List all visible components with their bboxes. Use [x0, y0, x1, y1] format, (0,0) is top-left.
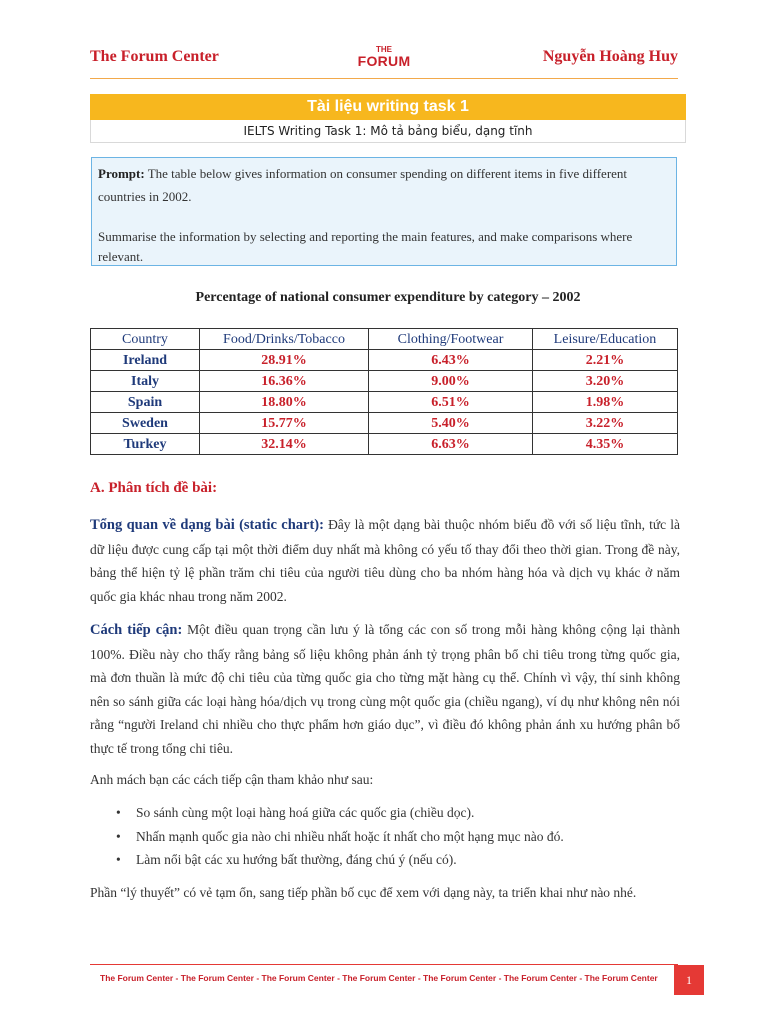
value-cell: 28.91%: [200, 350, 369, 371]
value-cell: 5.40%: [369, 413, 533, 434]
document-title: Tài liệu writing task 1: [90, 94, 686, 120]
header-author: Nguyễn Hoàng Huy: [542, 48, 678, 65]
country-cell: Sweden: [91, 413, 200, 434]
column-header: Food/Drinks/Tobacco: [200, 329, 369, 350]
value-cell: 9.00%: [369, 371, 533, 392]
country-cell: Ireland: [91, 350, 200, 371]
tips-list: [112, 801, 680, 872]
value-cell: 32.14%: [200, 434, 369, 455]
list-item-text: Nhấn mạnh quốc gia nào chi nhiều nhất hoặc ít nhất cho một hạng mục nào đó.: [136, 828, 564, 844]
value-cell: 15.77%: [200, 413, 369, 434]
country-cell: Spain: [91, 392, 200, 413]
list-item: [112, 848, 680, 872]
list-item-text: So sánh cùng một loại hàng hoá giữa các quốc gia (chiều dọc).: [136, 805, 475, 820]
prompt-label: Prompt:: [98, 166, 145, 181]
table-row: [91, 392, 678, 413]
overview-lead: Tổng quan về dạng bài (static chart):: [90, 517, 324, 533]
approach-text: Một điều quan trọng cần lưu ý là tổng các con số trong mỗi hàng không cộng lại thành 100%. Điều này cho thấy rằng bảng số liệu không phản ánh tỷ trọng phân bổ chi tiêu trong từng quốc gia, mà đơn thuần là mức độ chi tiêu của từng quốc gia cho từng mặt hàng cụ thể. Chính vì vậy, thí sinh không nên so sánh giữa các loại hàng hóa/dịch vụ trong cùng một quốc gia (chiều ngang), ví dụ như không nên nói rằng “người Ireland chi nhiều cho thực phẩm hơn giáo dục”, vì điều đó không phản ánh xu hướng phân bổ thực tế trong tổng chi tiêu.: [90, 622, 680, 756]
column-header: Clothing/Footwear: [369, 329, 533, 350]
logo-top-text: THE: [375, 45, 392, 54]
value-cell: 6.43%: [369, 350, 533, 371]
bullet-icon: •: [116, 805, 121, 820]
value-cell: 6.63%: [369, 434, 533, 455]
country-cell: Italy: [91, 371, 200, 392]
page-number: 1: [674, 965, 704, 995]
value-cell: 3.22%: [533, 413, 678, 434]
approach-lead: Cách tiếp cận:: [90, 622, 183, 638]
value-cell: 2.21%: [533, 350, 678, 371]
tips-intro: Anh mách bạn các cách tiếp cận tham khảo như sau:: [90, 772, 374, 787]
bullet-icon: •: [116, 828, 121, 844]
value-cell: 4.35%: [533, 434, 678, 455]
prompt-paragraph-1: [98, 162, 670, 208]
table-row: [91, 434, 678, 455]
closing-paragraph: Phần “lý thuyết” có vẻ tạm ổn, sang tiếp phần bố cục để xem với dạng này, ta triển khai như nào nhé.: [90, 885, 637, 900]
column-header: Country: [91, 329, 200, 350]
footer-divider: [90, 964, 678, 965]
value-cell: 16.36%: [200, 371, 369, 392]
header-center-name: The Forum Center: [90, 48, 219, 65]
document-subtitle: IELTS Writing Task 1: Mô tả bảng biểu, dạng tĩnh: [90, 120, 686, 143]
bullet-icon: •: [116, 852, 121, 867]
table-row: [91, 371, 678, 392]
table-caption: Percentage of national consumer expenditure by category – 2002: [195, 290, 581, 305]
prompt-box: [91, 157, 677, 266]
list-item-text: Làm nổi bật các xu hướng bất thường, đáng chú ý (nếu có).: [136, 852, 457, 867]
value-cell: 6.51%: [369, 392, 533, 413]
overview-paragraph: [90, 513, 680, 608]
list-item: [112, 801, 680, 825]
header-divider: [90, 78, 678, 79]
forum-logo: [358, 46, 411, 68]
prompt-text-1: The table below gives information on consumer spending on different items in five different countries in 2002.: [98, 166, 628, 204]
prompt-paragraph-2: Summarise the information by selecting and reporting the main features, and make comparisons where relevant.: [98, 229, 633, 264]
value-cell: 3.20%: [533, 371, 678, 392]
section-heading: A. Phân tích đề bài:: [90, 480, 218, 496]
expenditure-table: [90, 328, 678, 455]
approach-paragraph: [90, 618, 680, 760]
overview-text: Đây là một dạng bài thuộc nhóm biểu đồ với số liệu tĩnh, tức là dữ liệu được cung cấp tại một thời điểm duy nhất mà không có yếu tố thay đổi theo thời gian. Trong đề này, bảng thể hiện tỷ lệ phần trăm chi tiêu của người tiêu dùng cho ba nhóm hàng hóa và dịch vụ khác ở năm quốc gia khác nhau trong năm 2002.: [90, 517, 680, 604]
footer-text: The Forum Center - The Forum Center - The Forum Center - The Forum Center - The Forum Center - The Forum Center - The Forum Center: [100, 973, 658, 983]
country-cell: Turkey: [91, 434, 200, 455]
list-item: [112, 825, 680, 849]
value-cell: 1.98%: [533, 392, 678, 413]
page-header: [90, 40, 678, 76]
logo-main-text: FORUM: [357, 53, 411, 69]
column-header: Leisure/Education: [533, 329, 678, 350]
table-header-row: [91, 329, 678, 350]
table-row: [91, 413, 678, 434]
table-row: [91, 350, 678, 371]
value-cell: 18.80%: [200, 392, 369, 413]
